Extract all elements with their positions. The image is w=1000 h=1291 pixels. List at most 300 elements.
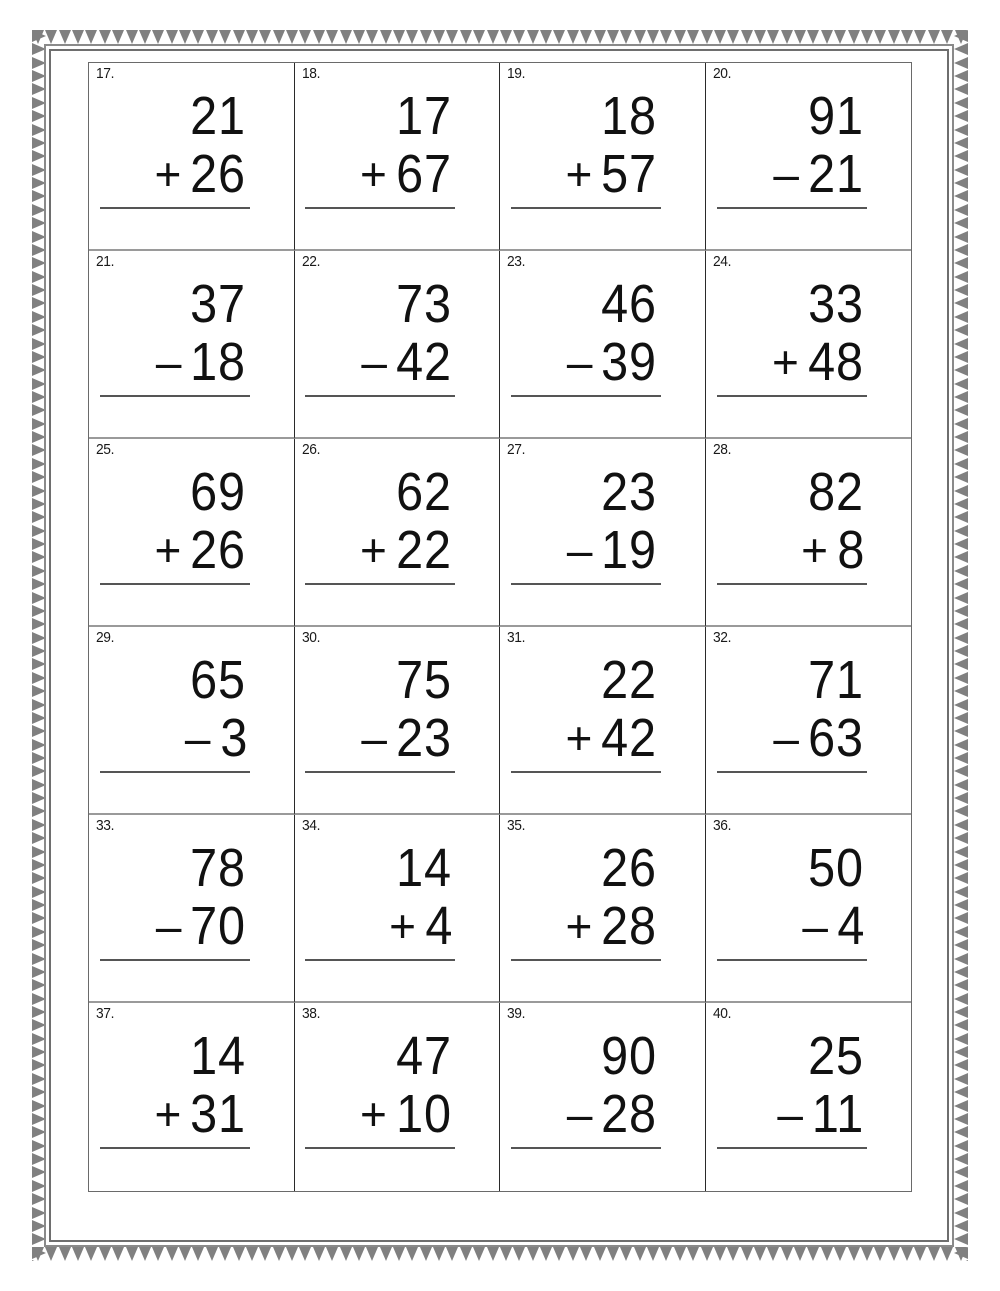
border-triangle: [807, 30, 819, 44]
top-operand: 33: [808, 274, 864, 334]
problem-cell[interactable]: [706, 251, 912, 439]
top-operand: 46: [601, 274, 658, 334]
answer-area[interactable]: [717, 209, 867, 249]
border-triangle: [954, 1180, 968, 1192]
answer-area[interactable]: [511, 1149, 661, 1189]
border-triangle: [647, 30, 659, 44]
problem-bottom-row: [100, 520, 250, 585]
problem-bottom-row: [717, 520, 867, 585]
top-operand: 25: [808, 1026, 864, 1086]
top-operand: 21: [190, 86, 247, 146]
problem-top-row: [100, 86, 250, 147]
border-triangle: [446, 1247, 458, 1261]
answer-area[interactable]: [100, 773, 250, 813]
border-triangle: [45, 1247, 57, 1261]
border-triangle: [954, 605, 968, 617]
answer-area[interactable]: [717, 585, 867, 625]
bottom-operand: [218, 708, 248, 768]
problem-cell[interactable]: [89, 815, 295, 1003]
border-triangles-top: [32, 30, 968, 44]
answer-area[interactable]: [100, 1149, 250, 1189]
problem-cell[interactable]: [706, 627, 912, 815]
problem-cell[interactable]: [295, 251, 501, 439]
problem-bottom-row: [717, 896, 867, 961]
border-triangle: [206, 1247, 218, 1261]
answer-area[interactable]: [717, 773, 867, 813]
problem-number: 19.: [507, 65, 526, 82]
problem-bottom-row: [305, 1084, 455, 1149]
problem-top-row: [717, 650, 867, 711]
problem-cell[interactable]: [89, 251, 295, 439]
problem-bottom-row: [717, 1084, 867, 1149]
problem-top-row: [305, 838, 455, 899]
problem-bottom-row: [511, 708, 661, 773]
border-triangles-bottom: [32, 1247, 968, 1261]
border-triangle: [567, 1247, 579, 1261]
answer-area[interactable]: [100, 585, 250, 625]
border-triangle: [259, 1247, 271, 1261]
vertical-problem: [717, 1026, 867, 1189]
border-triangle: [99, 30, 111, 44]
border-triangle: [954, 846, 968, 858]
border-triangle: [139, 1247, 151, 1261]
top-operand: 90: [601, 1026, 658, 1086]
border-triangle: [152, 30, 164, 44]
problem-number: 39.: [507, 1005, 526, 1022]
vertical-problem: [717, 462, 867, 625]
border-triangle: [233, 30, 245, 44]
border-triangle: [954, 538, 968, 550]
answer-area[interactable]: [717, 1149, 867, 1189]
border-triangle: [874, 1247, 886, 1261]
border-triangle: [634, 1247, 646, 1261]
border-triangle: [179, 30, 191, 44]
border-triangle: [954, 1033, 968, 1045]
answer-area[interactable]: [100, 397, 250, 437]
vertical-problem: [100, 650, 250, 813]
operator-symbol: +: [565, 148, 593, 200]
bottom-operand-slot: 57: [601, 144, 658, 204]
border-triangle: [954, 1006, 968, 1018]
bottom-operand-slot: 39: [601, 332, 658, 392]
border-triangle: [954, 658, 968, 670]
answer-area[interactable]: [511, 209, 661, 249]
border-triangle: [714, 30, 726, 44]
border-triangle: [954, 43, 968, 55]
problem-top-row: [717, 838, 867, 899]
bottom-operand-slot: 48: [808, 332, 864, 392]
border-triangle: [954, 338, 968, 350]
border-triangle: [366, 1247, 378, 1261]
border-triangle: [540, 1247, 552, 1261]
border-triangle: [954, 1059, 968, 1071]
problem-cell[interactable]: [89, 63, 295, 251]
border-triangle: [954, 979, 968, 991]
problem-cell[interactable]: [295, 439, 501, 627]
border-triangle: [727, 30, 739, 44]
border-triangle: [72, 1247, 84, 1261]
border-triangle: [954, 83, 968, 95]
border-triangle: [527, 1247, 539, 1261]
border-triangle: [420, 30, 432, 44]
border-triangle: [954, 752, 968, 764]
problem-number: 30.: [301, 629, 320, 646]
border-triangle: [85, 1247, 97, 1261]
border-triangle: [607, 30, 619, 44]
border-triangle: [446, 30, 458, 44]
border-triangle: [954, 164, 968, 176]
top-operand: 62: [396, 462, 452, 522]
answer-area[interactable]: [717, 397, 867, 437]
problem-number: 28.: [712, 441, 731, 458]
problem-cell[interactable]: [295, 815, 501, 1003]
border-triangle: [954, 297, 968, 309]
border-triangle: [233, 1247, 245, 1261]
operator-symbol: –: [777, 1088, 803, 1140]
problem-bottom-row: [305, 708, 455, 773]
problem-cell[interactable]: [706, 815, 912, 1003]
border-triangle: [460, 1247, 472, 1261]
problem-cell[interactable]: [295, 1003, 501, 1191]
border-triangle: [954, 364, 968, 376]
problem-cell[interactable]: [89, 439, 295, 627]
top-operand: 78: [190, 838, 247, 898]
border-triangle: [219, 1247, 231, 1261]
border-triangle: [273, 1247, 285, 1261]
answer-area[interactable]: [305, 961, 455, 1001]
bottom-operand: [601, 1084, 658, 1144]
problem-top-row: [717, 462, 867, 523]
border-triangle: [594, 1247, 606, 1261]
border-triangle: [553, 30, 565, 44]
operator-symbol: +: [565, 900, 593, 952]
problem-bottom-row: [717, 708, 867, 773]
problem-cell[interactable]: [500, 251, 706, 439]
operator-symbol: –: [566, 1088, 593, 1140]
border-triangle: [741, 30, 753, 44]
bottom-operand: [190, 1084, 247, 1144]
border-triangle: [246, 1247, 258, 1261]
border-triangle: [874, 30, 886, 44]
border-triangle: [954, 204, 968, 216]
problem-cell[interactable]: [295, 627, 501, 815]
problem-top-row: [511, 1026, 661, 1087]
border-triangle: [112, 30, 124, 44]
border-triangle: [393, 30, 405, 44]
border-triangle: [794, 1247, 806, 1261]
problem-top-row: [305, 650, 455, 711]
bottom-operand: [808, 708, 864, 768]
answer-area[interactable]: [305, 773, 455, 813]
problem-cell[interactable]: [295, 63, 501, 251]
problem-bottom-row: [511, 896, 661, 961]
border-triangle: [821, 30, 833, 44]
border-triangle: [848, 1247, 860, 1261]
bottom-operand-slot: 31: [190, 1084, 247, 1144]
top-operand: 17: [396, 86, 452, 146]
border-triangle: [620, 1247, 632, 1261]
problem-cell[interactable]: [500, 439, 706, 627]
operator-symbol: –: [155, 900, 182, 952]
problem-number: 27.: [507, 441, 526, 458]
border-triangle: [286, 1247, 298, 1261]
bottom-operand-slot: 26: [190, 520, 247, 580]
border-triangle: [901, 1247, 913, 1261]
answer-area[interactable]: [305, 585, 455, 625]
answer-area[interactable]: [305, 397, 455, 437]
border-triangle: [954, 592, 968, 604]
border-triangle: [540, 30, 552, 44]
answer-area[interactable]: [305, 1149, 455, 1189]
problem-number: 37.: [96, 1005, 115, 1022]
border-triangle: [954, 1247, 968, 1259]
border-triangle: [406, 30, 418, 44]
border-triangle: [32, 30, 46, 42]
operator-symbol: +: [772, 336, 799, 388]
border-triangle: [954, 231, 968, 243]
border-triangle: [781, 30, 793, 44]
problem-top-row: [100, 650, 250, 711]
border-triangle: [59, 1247, 71, 1261]
border-triangle: [152, 1247, 164, 1261]
problem-top-row: [511, 462, 661, 523]
border-triangle: [914, 1247, 926, 1261]
border-triangle: [954, 805, 968, 817]
answer-area[interactable]: [511, 397, 661, 437]
top-operand: 75: [396, 650, 452, 710]
problem-bottom-row: [305, 144, 455, 209]
border-triangle: [954, 1153, 968, 1165]
border-triangle: [954, 30, 968, 42]
problem-top-row: [305, 86, 455, 147]
border-triangle: [513, 30, 525, 44]
top-operand: 82: [808, 462, 864, 522]
border-triangle: [954, 1233, 968, 1245]
border-triangle: [527, 30, 539, 44]
border-triangle: [954, 899, 968, 911]
border-triangle: [954, 1100, 968, 1112]
operator-symbol: +: [360, 524, 387, 576]
border-triangle: [206, 30, 218, 44]
border-triangle: [594, 30, 606, 44]
vertical-problem: [511, 650, 661, 813]
problem-top-row: [511, 86, 661, 147]
problem-cell[interactable]: [89, 627, 295, 815]
problem-top-row: [100, 1026, 250, 1087]
bottom-operand: [808, 332, 864, 392]
operator-symbol: –: [773, 148, 799, 200]
border-triangle: [112, 1247, 124, 1261]
border-triangle: [954, 217, 968, 229]
border-triangle: [32, 1260, 46, 1261]
problem-number: 18.: [301, 65, 320, 82]
operator-symbol: –: [566, 524, 593, 576]
bottom-operand: [836, 520, 866, 580]
bottom-operand: [396, 144, 452, 204]
top-operand: 47: [396, 1026, 452, 1086]
border-triangle: [941, 1247, 953, 1261]
border-triangle: [473, 30, 485, 44]
border-triangle: [848, 30, 860, 44]
border-triangle: [59, 30, 71, 44]
problem-cell[interactable]: [500, 627, 706, 815]
border-triangle: [701, 1247, 713, 1261]
problem-cell[interactable]: [706, 63, 912, 251]
border-triangle: [634, 30, 646, 44]
border-triangle: [687, 30, 699, 44]
answer-area[interactable]: [717, 961, 867, 1001]
border-triangle: [954, 471, 968, 483]
top-operand: 22: [601, 650, 658, 710]
border-triangle: [834, 1247, 846, 1261]
problem-cell[interactable]: [706, 1003, 912, 1191]
operator-symbol: +: [389, 900, 416, 952]
answer-area[interactable]: [100, 209, 250, 249]
border-triangle: [954, 150, 968, 162]
border-triangle: [487, 30, 499, 44]
operator-symbol: +: [154, 524, 182, 576]
border-triangle: [954, 618, 968, 630]
problem-top-row: [717, 86, 867, 147]
vertical-problem: [717, 86, 867, 249]
border-triangle: [674, 30, 686, 44]
vertical-problem: [305, 650, 455, 813]
border-triangle: [834, 30, 846, 44]
border-triangle: [861, 1247, 873, 1261]
answer-area[interactable]: [511, 773, 661, 813]
border-triangle: [954, 739, 968, 751]
border-triangle: [794, 30, 806, 44]
border-triangle: [701, 30, 713, 44]
border-triangle: [313, 1247, 325, 1261]
bottom-operand-slot: 23: [396, 708, 452, 768]
border-triangle: [954, 872, 968, 884]
border-triangle: [954, 1140, 968, 1152]
problem-number: 17.: [96, 65, 115, 82]
problem-number: 23.: [507, 253, 526, 270]
border-triangle: [647, 1247, 659, 1261]
bottom-operand-slot: 42: [601, 708, 658, 768]
top-operand: 69: [190, 462, 247, 522]
vertical-problem: [511, 1026, 661, 1189]
border-triangle: [406, 1247, 418, 1261]
vertical-problem: [100, 86, 250, 249]
problem-cell[interactable]: [500, 815, 706, 1003]
bottom-operand: [601, 332, 658, 392]
border-triangles-right: [954, 30, 968, 1261]
bottom-operand: [601, 896, 658, 956]
border-triangle: [954, 444, 968, 456]
answer-area[interactable]: [305, 209, 455, 249]
bottom-operand: [601, 144, 658, 204]
border-triangle: [954, 565, 968, 577]
border-triangle: [954, 70, 968, 82]
problem-bottom-row: [305, 520, 455, 585]
top-operand: 37: [190, 274, 247, 334]
border-triangle: [954, 525, 968, 537]
border-triangle: [433, 30, 445, 44]
top-operand: 26: [601, 838, 658, 898]
border-triangle: [954, 685, 968, 697]
problem-number: 20.: [712, 65, 731, 82]
problem-number: 36.: [712, 817, 731, 834]
problem-bottom-row: [717, 144, 867, 209]
bottom-operand: [601, 708, 658, 768]
answer-area[interactable]: [511, 961, 661, 1001]
problem-cell[interactable]: [500, 63, 706, 251]
top-operand: 91: [808, 86, 864, 146]
border-triangle: [380, 30, 392, 44]
border-triangle: [754, 30, 766, 44]
border-triangle: [326, 1247, 338, 1261]
vertical-problem: [305, 86, 455, 249]
answer-area[interactable]: [100, 961, 250, 1001]
border-triangle: [620, 30, 632, 44]
vertical-problem: [511, 838, 661, 1001]
problem-number: 35.: [507, 817, 526, 834]
border-triangle: [954, 926, 968, 938]
border-triangle: [45, 30, 57, 44]
border-triangle: [954, 912, 968, 924]
problem-cell[interactable]: [89, 1003, 295, 1191]
border-triangle: [954, 1073, 968, 1085]
border-triangle: [954, 1260, 968, 1261]
border-triangle: [954, 244, 968, 256]
operator-symbol: –: [361, 712, 387, 764]
bottom-operand-slot: 22: [396, 520, 452, 580]
operator-symbol: –: [184, 712, 211, 764]
problem-top-row: [511, 838, 661, 899]
border-triangle: [85, 30, 97, 44]
border-triangle: [660, 1247, 672, 1261]
problem-top-row: [100, 462, 250, 523]
border-triangle: [954, 284, 968, 296]
border-triangle: [954, 311, 968, 323]
problem-bottom-row: [511, 520, 661, 585]
operator-symbol: +: [801, 524, 828, 576]
top-operand: 71: [808, 650, 864, 710]
problem-number: 34.: [301, 817, 320, 834]
problem-top-row: [100, 274, 250, 335]
top-operand: 14: [190, 1026, 247, 1086]
border-triangle: [500, 1247, 512, 1261]
border-triangle: [954, 1019, 968, 1031]
border-triangle: [954, 498, 968, 510]
problem-cell[interactable]: [500, 1003, 706, 1191]
problem-top-row: [717, 1026, 867, 1087]
bottom-operand: [190, 332, 247, 392]
border-triangle: [954, 57, 968, 69]
vertical-problem: [100, 1026, 250, 1189]
answer-area[interactable]: [511, 585, 661, 625]
border-triangle: [954, 97, 968, 109]
border-triangle: [340, 1247, 352, 1261]
bottom-operand-slot: 18: [190, 332, 247, 392]
bottom-operand-slot: 42: [396, 332, 452, 392]
border-triangle: [353, 1247, 365, 1261]
problem-cell[interactable]: [706, 439, 912, 627]
vertical-problem: [305, 274, 455, 437]
bottom-operand-slot: 4: [425, 896, 454, 956]
border-triangle: [166, 1247, 178, 1261]
problem-bottom-row: [100, 708, 250, 773]
border-triangle: [954, 1126, 968, 1138]
problem-number: 24.: [712, 253, 731, 270]
border-triangle: [954, 632, 968, 644]
bottom-operand: [424, 896, 454, 956]
vertical-problem: [100, 274, 250, 437]
border-triangle: [286, 30, 298, 44]
